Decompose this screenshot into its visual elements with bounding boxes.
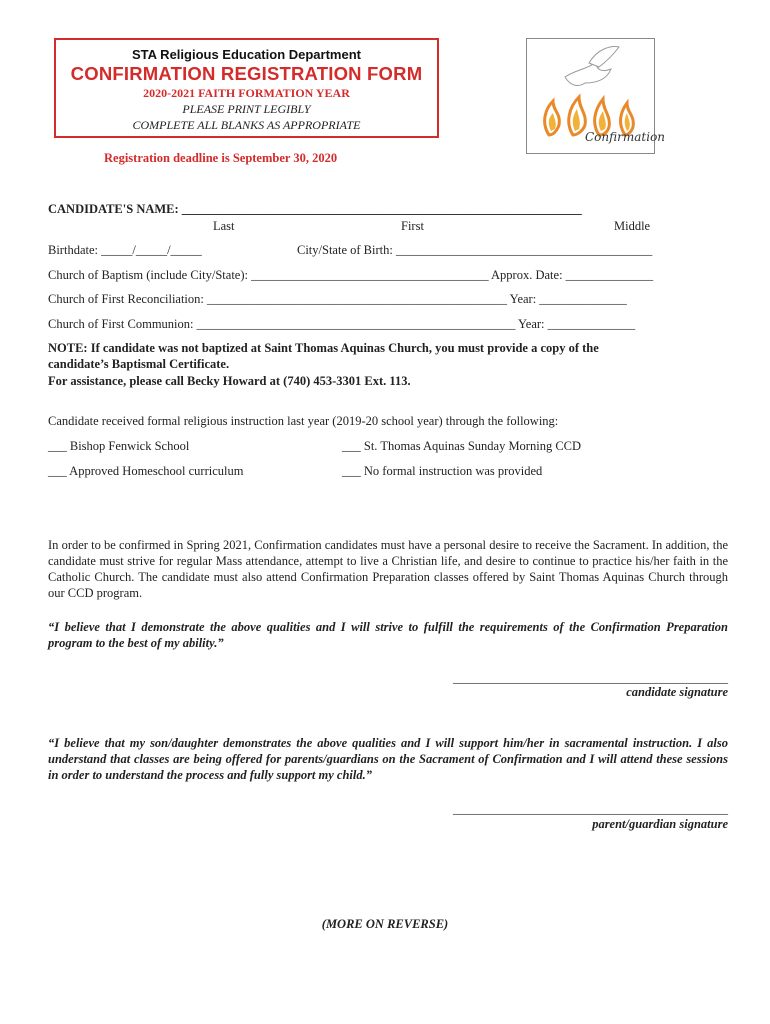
candidate-name-field[interactable]: CANDIDATE'S NAME: ________________________________________________________________ [48, 202, 582, 216]
note-line-1: NOTE: If candidate was not baptized at Saint Thomas Aquinas Church, you must provide a copy of the [48, 341, 599, 355]
candidate-signature-line[interactable]: ____________________________________________ [453, 671, 728, 685]
parent-statement: “I believe that my son/daughter demonstrates the above qualities and I will support him/her in sacramental instruction. I also understand that classes are being offered for parents/guardians on the Sacrament of Confirmation and I will attend these sessions in order to understand the process and fully support my child.” [48, 736, 728, 782]
more-on-reverse: (MORE ON REVERSE) [321, 917, 449, 931]
registration-deadline: Registration deadline is September 30, 2020 [104, 151, 338, 165]
parent-signature-line[interactable]: ____________________________________________ [453, 802, 728, 816]
baptism-church-field[interactable]: Church of Baptism (include City/State): ______________________________________ Approx. Date: ______________ [48, 268, 654, 282]
option-bishop-fenwick[interactable]: ___ Bishop Fenwick School [48, 439, 190, 453]
department-name: STA Religious Education Department [132, 47, 361, 62]
communion-church-field[interactable]: Church of First Communion: ___________________________________________________ Year: ______________ [48, 317, 636, 331]
confirmation-logo [526, 38, 666, 154]
candidate-statement: “I believe that I demonstrate the above qualities and I will strive to fulfill the requirements of the Confirmation Preparation program to the best of my ability.” [48, 620, 728, 650]
parent-signature-label: parent/guardian signature [592, 817, 728, 831]
form-header [54, 38, 439, 138]
reconciliation-church-field[interactable]: Church of First Reconciliation: ________________________________________________ Year: ______________ [48, 292, 627, 306]
city-state-birth-field[interactable]: City/State of Birth: _________________________________________ [297, 243, 653, 257]
requirements-paragraph: In order to be confirmed in Spring 2021, Confirmation candidates must have a personal desire to receive the Sacrament. In addition, the candidate must strive for regular Mass attendance, attempt to live a Christian life, and desire to continue to practice his/her faith in the Catholic Church. The candidate must also attend Confirmation Preparation classes offered by Saint Thomas Aquinas Church through our CCD program. [48, 538, 728, 600]
last-name-label: Last [213, 219, 235, 233]
option-sunday-ccd[interactable]: ___ St. Thomas Aquinas Sunday Morning CCD [342, 439, 582, 453]
first-name-label: First [401, 219, 424, 233]
option-homeschool[interactable]: ___ Approved Homeschool curriculum [48, 464, 244, 478]
print-note: PLEASE PRINT LEGIBLY [182, 102, 311, 116]
option-no-instruction[interactable]: ___ No formal instruction was provided [342, 464, 543, 478]
note-line-2: candidate’s Baptismal Certificate. [48, 357, 230, 371]
form-title: CONFIRMATION REGISTRATION FORM [70, 63, 423, 84]
instruction-intro: Candidate received formal religious instruction last year (2019-20 school year) through the following: [48, 414, 559, 428]
birthdate-field[interactable]: Birthdate: _____/_____/_____ [48, 243, 202, 257]
assistance-note: For assistance, please call Becky Howard at (740) 453-3301 Ext. 113. [48, 374, 411, 388]
formation-year: 2020-2021 FAITH FORMATION YEAR [143, 86, 350, 100]
candidate-signature-label: candidate signature [626, 685, 728, 699]
middle-name-label: Middle [614, 219, 651, 233]
logo-text: Confirmation [585, 130, 666, 144]
complete-note: COMPLETE ALL BLANKS AS APPROPRIATE [132, 118, 361, 132]
